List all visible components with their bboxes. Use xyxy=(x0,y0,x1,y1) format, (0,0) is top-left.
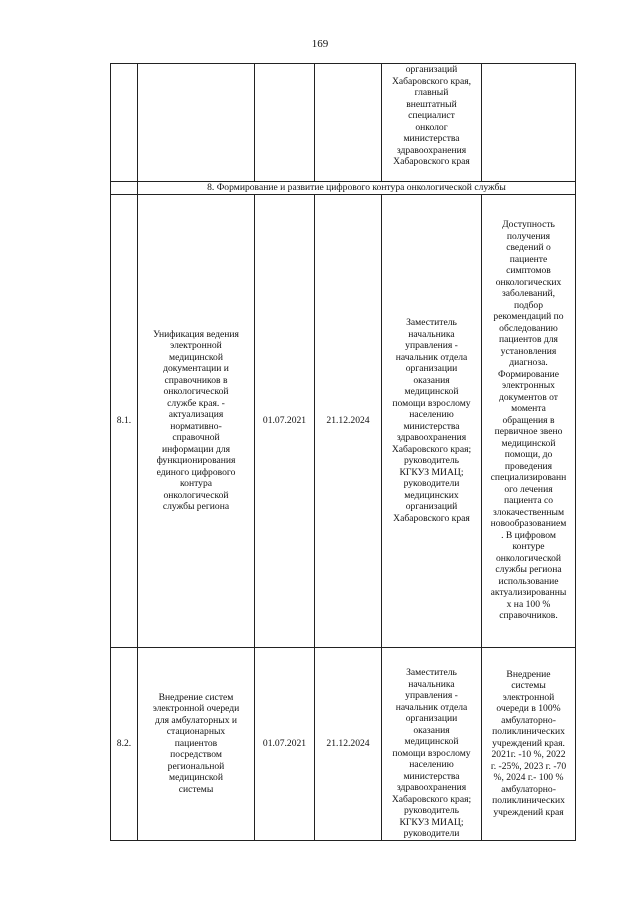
responsible-text xyxy=(384,317,479,524)
text-line: пациента со xyxy=(503,495,554,507)
text-line: Хабаровского края, xyxy=(391,75,472,87)
text-line: Унификация ведения xyxy=(153,328,239,340)
text-line: актуализированны xyxy=(490,587,567,599)
text-line: организаций xyxy=(405,64,458,75)
text-line: использование xyxy=(498,575,559,587)
text-line: злокачественным xyxy=(492,506,565,518)
text-line: электронной xyxy=(170,340,222,351)
text-line: системы xyxy=(178,783,214,795)
responsible-cell xyxy=(382,647,482,840)
text-line: очереди в 100% xyxy=(496,703,561,715)
continuation-event-cell xyxy=(138,64,255,182)
text-line: начальника xyxy=(408,328,455,340)
text-line: Хабаровского края; xyxy=(391,443,472,455)
text-line: пациенте xyxy=(509,253,548,265)
continuation-responsible-cell xyxy=(382,64,482,182)
text-line: справочников. xyxy=(499,610,558,622)
text-line: КГКУЗ МИАЦ; xyxy=(399,466,464,478)
text-line: населению xyxy=(409,759,454,770)
event-cell xyxy=(138,647,255,840)
text-line: 2021г. -10 %, 2022 xyxy=(491,749,566,761)
text-line: х на 100 % xyxy=(506,598,551,610)
text-line: подбор xyxy=(513,299,543,311)
text-line: медицинской xyxy=(169,351,223,363)
text-line: документации и xyxy=(163,363,229,374)
text-line: региональной xyxy=(167,760,225,772)
text-line: поликлинических xyxy=(492,726,565,738)
text-line: посредством xyxy=(170,749,222,761)
text-line: новообразованием xyxy=(490,518,567,530)
row-number: 8.2. xyxy=(111,647,138,840)
responsible-text xyxy=(384,667,479,840)
text-line: электронной xyxy=(502,691,555,703)
text-line: единого цифрового xyxy=(156,466,236,478)
text-line: справочной xyxy=(172,432,220,443)
text-line: Хабаровского края xyxy=(393,156,470,167)
text-line: организаций xyxy=(405,501,458,512)
text-line: медицинских xyxy=(404,489,459,501)
text-line: Внедрение xyxy=(506,668,551,680)
text-line: нормативно- xyxy=(170,420,222,432)
text-line: организации xyxy=(405,713,458,724)
text-line: учреждений края. xyxy=(492,737,565,749)
text-line: рекомендаций по xyxy=(493,311,564,323)
text-line: специализированн xyxy=(490,472,567,484)
text-line: проведения xyxy=(504,460,553,472)
text-line: помощи, до xyxy=(504,449,553,461)
text-line: руководители xyxy=(403,828,460,839)
text-line: обращения в xyxy=(502,414,555,426)
text-line: оказания xyxy=(413,374,450,386)
section-title: 8. Формирование и развитие цифрового контура онкологической службы xyxy=(138,182,576,195)
text-line: амбулаторно- xyxy=(501,783,556,795)
text-line: Заместитель xyxy=(406,317,457,328)
measures-table xyxy=(110,63,576,841)
text-line: для амбулаторных и xyxy=(154,714,238,726)
text-line: . В цифровом xyxy=(501,529,556,541)
text-line: населению xyxy=(409,409,454,420)
text-line: Доступность xyxy=(502,219,555,231)
text-line: электронной очереди xyxy=(152,703,240,715)
row-number: 8.1. xyxy=(111,194,138,647)
text-line: организации xyxy=(405,363,458,374)
text-line: амбулаторно- xyxy=(501,714,556,726)
text-line: Хабаровского края; xyxy=(391,793,472,805)
text-line: системы xyxy=(511,680,546,692)
text-line: министерства xyxy=(403,133,460,144)
end-date: 21.12.2024 xyxy=(315,194,382,647)
section-row xyxy=(111,182,576,195)
text-line: онколог xyxy=(415,121,448,133)
text-line: Формирование xyxy=(497,368,559,380)
text-line: помощи взрослому xyxy=(392,397,471,409)
text-line: установления xyxy=(500,345,557,357)
text-line: онкологических xyxy=(495,276,562,288)
end-date: 21.12.2024 xyxy=(315,647,382,840)
text-line: службы региона xyxy=(495,564,562,576)
responsible-cell xyxy=(382,194,482,647)
continuation-result-cell xyxy=(482,64,576,182)
text-line: министерства xyxy=(403,770,460,782)
text-line: получения xyxy=(506,230,551,242)
text-line: оказания xyxy=(413,724,450,736)
text-line: медицинской xyxy=(501,437,556,449)
text-line: начальник отдела xyxy=(395,351,468,363)
text-line: информации для xyxy=(161,443,231,455)
text-line: ого лечения xyxy=(504,483,553,495)
text-line: сведений о xyxy=(506,242,551,254)
text-line: помощи взрослому xyxy=(392,747,471,759)
text-line: функционирования xyxy=(156,455,236,466)
result-cell xyxy=(482,647,576,840)
text-line: руководители xyxy=(403,478,460,489)
text-line: медицинской xyxy=(404,736,459,747)
result-text xyxy=(484,669,573,819)
section-number-cell xyxy=(111,182,138,195)
table-row-8-1 xyxy=(111,194,576,647)
text-line: начальника xyxy=(408,678,455,690)
event-cell xyxy=(138,194,255,647)
text-line: управления - xyxy=(405,340,458,351)
text-line: стационарных xyxy=(166,726,226,738)
text-line: Заместитель xyxy=(406,667,457,678)
text-line: электронных xyxy=(502,380,555,392)
text-line: внештатный xyxy=(406,98,457,110)
text-line: медицинской xyxy=(169,772,223,784)
text-line: актуализация xyxy=(168,409,224,420)
text-line: %, 2024 г.- 100 % xyxy=(493,772,564,784)
text-line: обследованию xyxy=(499,322,558,334)
table-row-8-2 xyxy=(111,647,576,840)
text-line: г. -25%, 2023 г. -70 xyxy=(490,760,567,772)
event-text xyxy=(140,329,252,513)
continuation-end-cell xyxy=(315,64,382,182)
text-line: Внедрение систем xyxy=(158,691,234,703)
text-line: управления - xyxy=(405,690,458,701)
text-line: контура xyxy=(179,478,213,489)
start-date: 01.07.2021 xyxy=(255,194,315,647)
text-line: онкологической xyxy=(163,489,229,501)
text-line: заболеваний, xyxy=(501,288,556,300)
text-line: Хабаровского края xyxy=(393,512,470,524)
text-line: специалист xyxy=(408,110,455,121)
text-line: здравоохранения xyxy=(396,432,467,443)
text-line: медицинской xyxy=(404,386,459,397)
text-line: руководитель xyxy=(403,805,460,816)
text-line: первичное звено xyxy=(494,426,563,438)
text-line: учреждений края xyxy=(493,806,564,818)
text-line: онкологической xyxy=(163,386,229,397)
result-cell xyxy=(482,194,576,647)
text-line: контуре xyxy=(512,541,545,553)
text-line: документов от xyxy=(499,391,558,403)
text-line: диагноза. xyxy=(509,357,548,369)
continuation-number-cell xyxy=(111,64,138,182)
page-number: 169 xyxy=(311,38,329,50)
text-line: министерства xyxy=(403,420,460,432)
text-line: пациентов xyxy=(174,737,218,749)
text-line: здравоохранения xyxy=(396,782,467,793)
text-line: здравоохранения xyxy=(396,144,467,156)
continuation-start-cell xyxy=(255,64,315,182)
continuation-row xyxy=(111,64,576,182)
text-line: поликлинических xyxy=(492,795,565,807)
text-line: момента xyxy=(511,403,546,415)
text-line: симптомов xyxy=(506,265,551,277)
text-line: онкологической xyxy=(495,552,562,564)
text-line: КГКУЗ МИАЦ; xyxy=(399,816,464,828)
result-text xyxy=(484,219,573,622)
text-line: справочников в xyxy=(164,374,228,386)
text-line: начальник отдела xyxy=(395,701,468,713)
continuation-responsible xyxy=(384,64,479,168)
text-line: службе края. - xyxy=(167,397,225,409)
text-line: руководитель xyxy=(403,455,460,466)
start-date: 01.07.2021 xyxy=(255,647,315,840)
text-line: главный xyxy=(414,87,449,98)
text-line: службы региона xyxy=(162,501,230,512)
event-text xyxy=(140,692,252,796)
text-line: пациентов для xyxy=(499,334,558,346)
